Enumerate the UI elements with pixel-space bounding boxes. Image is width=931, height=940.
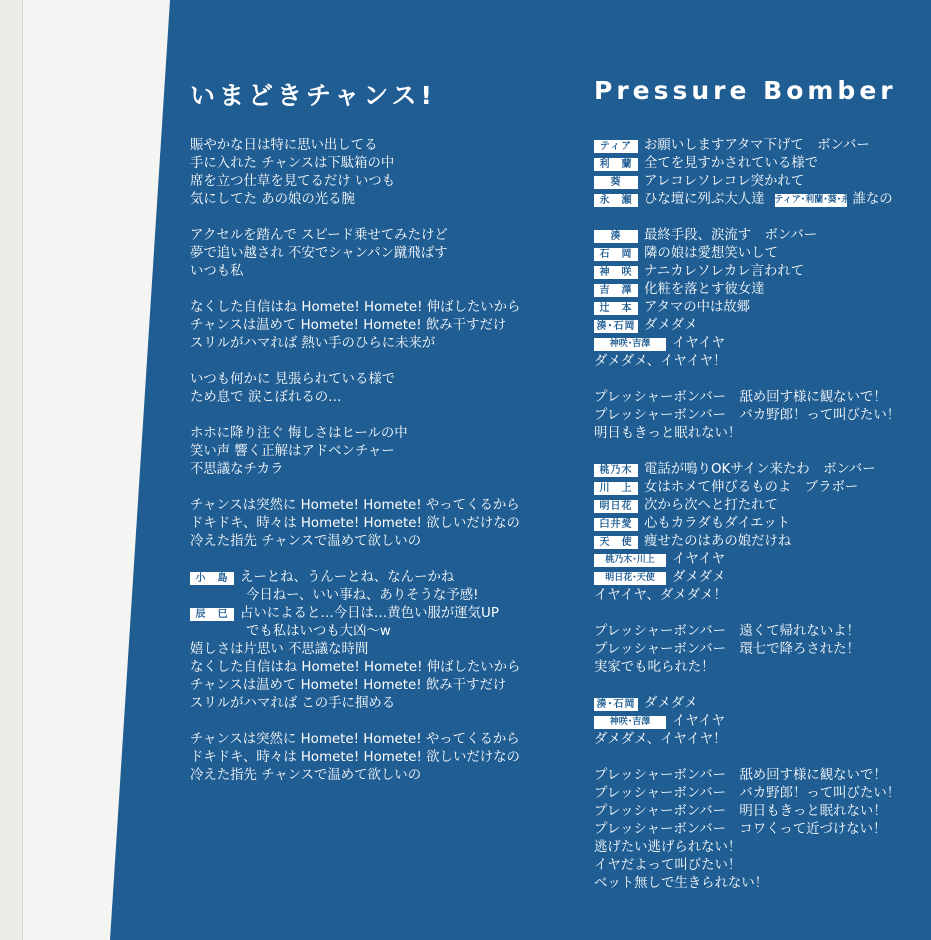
- lyric-line: [190, 605, 520, 623]
- lyric-line: [594, 803, 900, 821]
- lyric-text: アクセルを踏んで スピード乗せてみたけど: [190, 228, 448, 243]
- lyric-line: [190, 137, 520, 155]
- lyric-text: いつも何かに 見張られている様で: [190, 372, 396, 387]
- lyric-text: 不思議なチカラ: [190, 462, 284, 477]
- singer-tag: 利 蘭: [594, 158, 638, 171]
- lyric-line: [594, 695, 900, 713]
- lyric-text: 明日もきっと眠れない！: [594, 426, 742, 441]
- singer-tag: ティア: [594, 140, 638, 153]
- lyric-text: チャンスは突然に Homete! Homete! やってくるから: [190, 732, 520, 747]
- singer-tag: ティア･利蘭･葵･永瀬: [774, 194, 860, 205]
- lyric-line: [190, 731, 520, 749]
- lyric-text: プレッシャーボンバー バカ野郎！って叫びたい！: [594, 408, 901, 423]
- lyric-line: [190, 389, 520, 407]
- lyric-text: ホホに降り注ぐ 悔しさはヒールの中: [190, 426, 408, 441]
- lyric-line: [190, 263, 520, 281]
- singer-tag: 明日花: [594, 500, 638, 513]
- lyric-text: アタマの中は故郷: [644, 300, 751, 315]
- singer-tag: 天 使: [594, 536, 638, 549]
- stanza-gap: [190, 713, 520, 731]
- lyric-line: [190, 317, 520, 335]
- lyric-line: [594, 515, 900, 533]
- stanza-gap: [190, 479, 520, 497]
- lyric-text: 占いによると…今日は…黄色い服が運気UP: [240, 606, 499, 621]
- lyric-text: イヤだよって叫びたい！: [594, 858, 742, 873]
- lyric-text: 気にしてた あの娘の光る腕: [190, 192, 355, 207]
- lyric-line: [594, 137, 900, 155]
- lyric-text: スリルがハマれば この手に掴める: [190, 696, 396, 711]
- lyric-line: [190, 623, 520, 641]
- lyric-text: 実家でも叱られた！: [594, 660, 715, 675]
- singer-tag: 辻 本: [594, 302, 638, 315]
- singer-tag: 吉 澤: [594, 284, 638, 297]
- singer-tag: 神 咲: [594, 266, 638, 279]
- lyric-line: [594, 821, 900, 839]
- lyric-text: えーとね、うんーとね、なんーかね: [240, 570, 455, 585]
- lyric-line: [190, 533, 520, 551]
- lyric-line: [594, 245, 900, 263]
- lyrics-left-column: [190, 137, 520, 785]
- lyric-text: 痩せたのはあの娘だけね: [644, 534, 792, 549]
- singer-tag: 湊･石岡: [594, 320, 638, 333]
- lyric-text: スリルがハマれば 熱い手のひらに未来が: [190, 336, 436, 351]
- lyric-text: ダメダメ: [672, 570, 726, 585]
- lyric-text: チャンスは突然に Homete! Homete! やってくるから: [190, 498, 520, 513]
- lyric-line: [190, 461, 520, 479]
- singer-tag: 臼井愛: [594, 518, 638, 531]
- lyric-text: ひな壇に列ぶ大人達: [644, 192, 765, 207]
- stanza-gap: [594, 749, 900, 767]
- lyric-text: 冷えた指先 チャンスで温めて欲しいの: [190, 534, 422, 549]
- singer-tag: 桃乃木: [594, 464, 638, 477]
- lyric-line: [190, 641, 520, 659]
- singer-tag: 辰 巳: [190, 608, 234, 621]
- lyric-line: [594, 767, 900, 785]
- lyric-line: [594, 839, 900, 857]
- lyric-text: ダメダメ: [644, 696, 698, 711]
- lyric-text: お願いしますアタマ下げて ボンバー: [644, 138, 870, 153]
- lyric-text: ベット無しで生きられない！: [594, 876, 769, 891]
- stanza-gap: [594, 605, 900, 623]
- lyric-line: [190, 677, 520, 695]
- lyric-text: チャンスは温めて Homete! Homete! 飲み干すだけ: [190, 678, 507, 693]
- lyric-line: [594, 623, 900, 641]
- lyric-text: ドキドキ、時々は Homete! Homete! 欲しいだけなの: [190, 516, 520, 531]
- singer-tag: 桃乃木･川上: [594, 554, 666, 567]
- lyric-text: 笑い声 響く正解はアドベンチャー: [190, 444, 395, 459]
- lyric-line: [594, 299, 900, 317]
- lyric-text: 冷えた指先 チャンスで温めて欲しいの: [190, 768, 422, 783]
- lyric-text: 手に入れた チャンスは下駄箱の中: [190, 156, 395, 171]
- stanza-gap: [190, 281, 520, 299]
- stanza-gap: [190, 209, 520, 227]
- song-title-left: いまどきチャンス!: [190, 81, 436, 110]
- lyric-text: ナニカレソレカレ言われて: [644, 264, 805, 279]
- lyric-text: 次から次へと打たれて: [644, 498, 778, 513]
- lyric-text: 逃げたい逃げられない！: [594, 840, 742, 855]
- lyric-line: [594, 281, 900, 299]
- singer-tag: 湊･石岡: [594, 698, 638, 711]
- lyric-line: [190, 443, 520, 461]
- lyric-line: [594, 191, 900, 209]
- stanza-gap: [594, 371, 900, 389]
- lyrics-right-column: [594, 137, 900, 893]
- singer-tag: 石 岡: [594, 248, 638, 261]
- lyric-text: ドキドキ、時々は Homete! Homete! 欲しいだけなの: [190, 750, 520, 765]
- lyric-line: [190, 155, 520, 173]
- lyric-text: 女はホメて伸びるものよ ブラボー: [644, 480, 859, 495]
- lyric-text: ダメダメ、イヤイヤ！: [594, 732, 727, 747]
- lyric-line: [594, 731, 900, 749]
- lyric-text: なくした自信はね Homete! Homete! 伸ばしたいから: [190, 660, 521, 675]
- singer-tag: 湊: [594, 230, 638, 243]
- lyric-text: ダメダメ、イヤイヤ！: [594, 354, 727, 369]
- lyric-line: [594, 317, 900, 335]
- lyric-text: 心もカラダもダイエット: [644, 516, 791, 531]
- lyric-line: [594, 407, 900, 425]
- lyric-text: でも私はいつも大凶〜w: [246, 624, 391, 639]
- lyric-text: イヤイヤ: [672, 552, 726, 567]
- lyric-line: [190, 299, 520, 317]
- lyric-text: いつも私: [190, 264, 244, 279]
- lyric-text: ため息で 涙こぼれるの…: [190, 390, 342, 405]
- lyric-text: プレッシャーボンバー 明日もきっと眠れない！: [594, 804, 887, 819]
- lyric-text: プレッシャーボンバー バカ野郎！って叫びたい！: [594, 786, 901, 801]
- lyric-line: [594, 353, 900, 371]
- lyric-line: [594, 335, 900, 353]
- lyric-text: イヤイヤ、ダメダメ！: [594, 588, 727, 603]
- lyric-text: 電話が鳴りOKサイン来たわ ボンバー: [644, 462, 876, 477]
- lyric-line: [594, 227, 900, 245]
- lyric-line: [594, 785, 900, 803]
- lyric-line: [190, 749, 520, 767]
- lyric-line: [190, 425, 520, 443]
- lyric-line: [594, 155, 900, 173]
- singer-tag: 葵: [594, 176, 638, 189]
- lyric-line: [190, 767, 520, 785]
- lyric-line: [594, 569, 900, 587]
- lyric-text: 隣の娘は愛想笑いして: [644, 246, 778, 261]
- lyric-line: [594, 533, 900, 551]
- stanza-gap: [594, 443, 900, 461]
- lyric-line: [594, 587, 900, 605]
- lyric-line: [190, 659, 520, 677]
- lyric-line: [594, 659, 900, 677]
- singer-tag: 永 瀬: [594, 194, 638, 207]
- lyric-line: [190, 587, 520, 605]
- lyric-line: [190, 245, 520, 263]
- lyric-text: イヤイヤ: [672, 336, 726, 351]
- lyric-text: ダメダメ: [644, 318, 698, 333]
- lyric-text: プレッシャーボンバー 環七で降ろされた！: [594, 642, 860, 657]
- lyric-text: なくした自信はね Homete! Homete! 伸ばしたいから: [190, 300, 521, 315]
- lyric-line: [190, 695, 520, 713]
- singer-tag: 明日花･天使: [594, 572, 666, 585]
- lyric-line: [594, 425, 900, 443]
- lyric-text: プレッシャーボンバー コワくって近づけない！: [594, 822, 887, 837]
- lyric-text: アレコレソレコレ突かれて: [644, 174, 805, 189]
- binding-edge: [0, 0, 23, 940]
- lyric-line: [594, 173, 900, 191]
- lyric-line: [594, 263, 900, 281]
- lyric-text: 今日ねー、いい事ね、ありそうな予感!: [246, 588, 479, 603]
- lyric-text: 席を立つ仕草を見てるだけ いつも: [190, 174, 396, 189]
- lyric-text: イヤイヤ: [672, 714, 726, 729]
- lyric-line: [594, 713, 900, 731]
- lyric-line: [190, 497, 520, 515]
- lyric-text: 賑やかな日は特に思い出してる: [190, 138, 378, 153]
- lyric-line: [594, 479, 900, 497]
- stanza-gap: [190, 353, 520, 371]
- singer-tag: 神咲･吉澤: [594, 716, 666, 729]
- singer-tag: 神咲･吉澤: [594, 338, 666, 351]
- lyric-line: [594, 875, 900, 893]
- singer-tag: 小 島: [190, 572, 234, 585]
- stanza-gap: [190, 407, 520, 425]
- lyric-text: 最終手段、涙流す ボンバー: [644, 228, 818, 243]
- lyric-text: プレッシャーボンバー 舐め回す様に観ないで！: [594, 390, 887, 405]
- lyric-line: [190, 191, 520, 209]
- lyric-text: プレッシャーボンバー 遠くて帰れないよ！: [594, 624, 860, 639]
- stanza-gap: [190, 551, 520, 569]
- lyric-line: [594, 497, 900, 515]
- stanza-gap: [594, 677, 900, 695]
- lyric-line: [190, 515, 520, 533]
- lyric-line: [594, 461, 900, 479]
- singer-tag: 川 上: [594, 482, 638, 495]
- lyric-line: [190, 569, 520, 587]
- lyric-line: [190, 227, 520, 245]
- lyric-line: [594, 551, 900, 569]
- lyric-line: [594, 389, 900, 407]
- lyric-text: チャンスは温めて Homete! Homete! 飲み干すだけ: [190, 318, 507, 333]
- song-title-right: Pressure Bomber: [594, 76, 897, 105]
- lyric-text: プレッシャーボンバー 舐め回す様に観ないで！: [594, 768, 887, 783]
- lyric-line: [190, 173, 520, 191]
- lyric-text: 化粧を落とす彼女達: [644, 282, 765, 297]
- stanza-gap: [594, 209, 900, 227]
- lyric-text: 全てを見すかされている様で: [644, 156, 819, 171]
- lyric-text: 誰なの: [852, 192, 893, 207]
- lyric-text: 嬉しさは片思い 不思議な時間: [190, 642, 369, 657]
- lyric-line: [594, 641, 900, 659]
- lyric-text: 夢で追い越され 不安でシャンパン蹴飛ばす: [190, 246, 448, 261]
- lyric-line: [594, 857, 900, 875]
- lyric-line: [190, 371, 520, 389]
- lyric-line: [190, 335, 520, 353]
